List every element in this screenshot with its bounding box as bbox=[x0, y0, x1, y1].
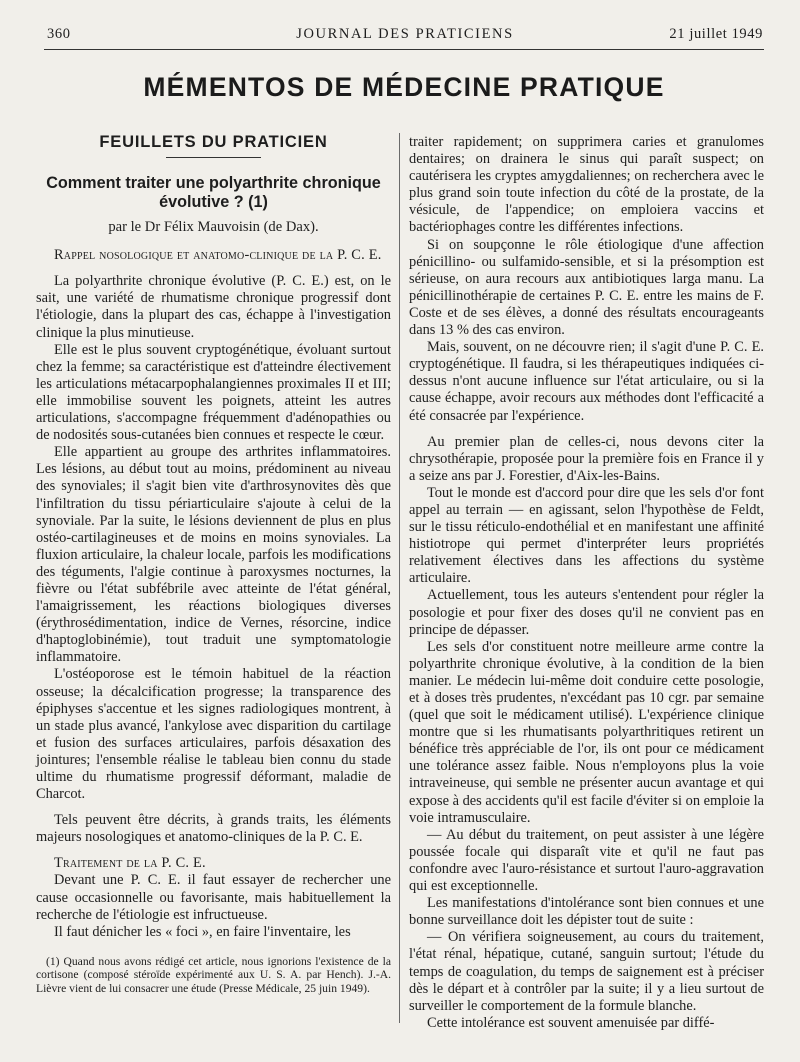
paragraph: Il faut dénicher les « foci », en faire l'inventaire, les bbox=[54, 923, 351, 940]
article-author: par le Dr Félix Mauvoisin (de Dax). bbox=[108, 219, 319, 236]
paragraph: L'ostéoporose est le témoin habituel de la réaction osseuse; la décalcification progresse; la transparence des épiphyses s'accentue et les signes radiologiques montrent, à un stade plus avancé, l'ankylose avec disparition du cartilage et fusion des surfaces articulaires, parfois désaxation des jointures; l'ensemble réalise le tableau bien connu du stade ultime du rhumatisme progressif déformant, maladie de Charcot. bbox=[36, 666, 391, 803]
header-rule bbox=[44, 49, 764, 50]
subheading-rappel: Rappel nosologique et anatomo-clinique de la P. C. E. bbox=[54, 247, 382, 264]
issue-date: 21 juillet 1949 bbox=[669, 26, 763, 42]
paragraph: Elle appartient au groupe des arthrites inflammatoires. Les lésions, au début tout au moins, prédominent au niveau des synoviales; il s'agit bien vite d'arthrosynovites dès que l'infiltration du tissu périarticulaire s'ajoute à celui de la synoviale. Par la suite, le lésions deviennent de plus en plus ostéo-cartilagineuses et de moins en moins synoviales. La fluxion articulaire, la chaleur locale, parfois les modifications des téguments, l'algie continue à paroxysmes nocturnes, la fièvre ou l'état subfébrile avec atteinte de l'état général, l'amaigrissement, les réactions biologiques diverses (érythrosédimentation, indice de Vernes, résorcine, indice d'haptoglobinémie), tout traduit une symptomatologie inflammatoire. bbox=[36, 444, 391, 666]
paragraph: Devant une P. C. E. il faut essayer de rechercher une cause occasionnelle ou favorisante, mais habituellement la recherche de l'étiologie est infructueuse. bbox=[36, 872, 391, 923]
article-title: Comment traiter une polyarthrite chronique évolutive ? (1) bbox=[46, 174, 381, 212]
main-title: MÉMENTOS DE MÉDECINE PRATIQUE bbox=[143, 72, 665, 102]
paragraph: Tout le monde est d'accord pour dire que les sels d'or font appel au terrain — en agissant, selon l'hypothèse de Feldt, sur le tissu réticulo-endothélial et en manifestant une affinité histiotrope qui permet d'interpréter leurs propriétés relativement électives dans les affections du système articulaire. bbox=[409, 484, 764, 587]
paragraph: Mais, souvent, on ne découvre rien; il s'agit d'une P. C. E. cryptogénétique. Il faudra, si les thérapeutiques indiquées ci-dessus n'ont aucune influence sur l'état articulaire, ou si la cause échappe, avoir recours aux méthodes dont l'efficacité a été consacrée par l'expérience. bbox=[409, 339, 764, 424]
footnote bbox=[36, 955, 391, 995]
subheading-traitement: Traitement de la P. C. E. bbox=[54, 855, 206, 872]
section-rule bbox=[166, 157, 261, 158]
paragraph: — Au début du traitement, on peut assister à une légère poussée focale qui disparaît vite et qu'il ne faut pas confondre avec l'auro-résistance et surtout l'auro-aggravation qui est exceptionnelle. bbox=[409, 826, 764, 895]
paragraph: Cette intolérance est souvent amenuisée par diffé- bbox=[427, 1014, 715, 1031]
paragraph: La polyarthrite chronique évolutive (P. C. E.) est, on le sait, une variété de rhumatisme chronique progressif dont l'étiologie, dans la plupart des cas, échappe à l'investigation clinique la plus minutieuse. bbox=[36, 273, 391, 341]
paragraph: Actuellement, tous les auteurs s'entendent pour régler la posologie et pour fixer des doses qu'il ne convient pas en principe de dépasser. bbox=[409, 587, 764, 638]
paragraph: Les sels d'or constituent notre meilleure arme contre la polyarthrite chronique évolutive, à la condition de la bien manier. Le médecin lui-même doit conduire cette posologie, et à doses très prudentes, n'excédant pas 10 cgr. par semaine (quel que soit le médicament utilisé). L'expérience clinique montre que si les rhumatisants polyarthritiques retirent un bénéfice très appréciable de l'or, ils ont pour ce médicament une tolérance assez faible. Nous n'employons plus la voie intraveineuse, qui semble ne présenter aucun avantage et qui expose à des accidents qu'il est facile d'éviter si on emploie la voie intramusculaire. bbox=[409, 638, 764, 826]
right-column bbox=[409, 134, 764, 1032]
paragraph: Elle est le plus souvent cryptogénétique, évoluant surtout chez la femme; sa caractéristique est d'atteindre électivement les articulations métacarpophalangiennes proximales II et III; elle immobilise souvent les poignets, atteint les autres articulations, s'accompagne fréquemment d'adénopathies ou de nodosités sous-cutanées bien connues et respecte le cœur. bbox=[36, 341, 391, 444]
journal-name: JOURNAL DES PRATICIENS bbox=[296, 26, 514, 42]
paragraph: Si on soupçonne le rôle étiologique d'une affection pénicillino- ou sulfamido-sensible, et si la présomption est sérieuse, on aura recours aux antibiotiques larga manu. La pénicillinothérapie de certaines P. C. E. entre les mains de F. Coste et de ses élèves, a donné des résultats encourageants dans 13 % des cas environ. bbox=[409, 236, 764, 339]
page-number: 360 bbox=[47, 26, 71, 42]
left-column bbox=[36, 134, 391, 995]
paragraph: traiter rapidement; on supprimera caries et granulomes dentaires; on drainera le sinus qui paraît suspect; on cautérisera les cryptes amygdaliennes; on recherchera avec le plus grand soin toute infection du côté de la prostate, de la vésicule, de l'appendice; on emploiera vaccins et bactériophages contre les différentes infections. bbox=[409, 134, 764, 236]
paragraph: Tels peuvent être décrits, à grands traits, les éléments majeurs nosologiques et anatomo-cliniques de la P. C. E. bbox=[36, 812, 391, 846]
paragraph: — On vérifiera soigneusement, au cours du traitement, l'état rénal, hépatique, cutané, sanguin surtout; l'étude du temps de coagulation, du temps de saignement est à préciser dès le départ et à contrôler par la suite; il y a lieu surtout de surveiller le comportement de la formule blanche. bbox=[409, 929, 764, 1014]
paragraph: Au premier plan de celles-ci, nous devons citer la chrysothérapie, proposée pour la première fois en France il y a seize ans par J. Forestier, d'Aix-les-Bains. bbox=[409, 433, 764, 484]
column-divider bbox=[399, 133, 400, 1023]
footnote-text: (1) Quand nous avons rédigé cet article, nous ignorions l'existence de la cortisone (composé stéroïde expérimenté aux U. S. A. par Hench). J.-A. Lièvre vient de lui consacrer une étude (Presse Médicale, 25 juin 1949). bbox=[36, 954, 391, 995]
paragraph: Les manifestations d'intolérance sont bien connues et une bonne surveillance doit les dépister tout de suite : bbox=[409, 895, 764, 929]
section-title: FEUILLETS DU PRATICIEN bbox=[99, 133, 328, 151]
